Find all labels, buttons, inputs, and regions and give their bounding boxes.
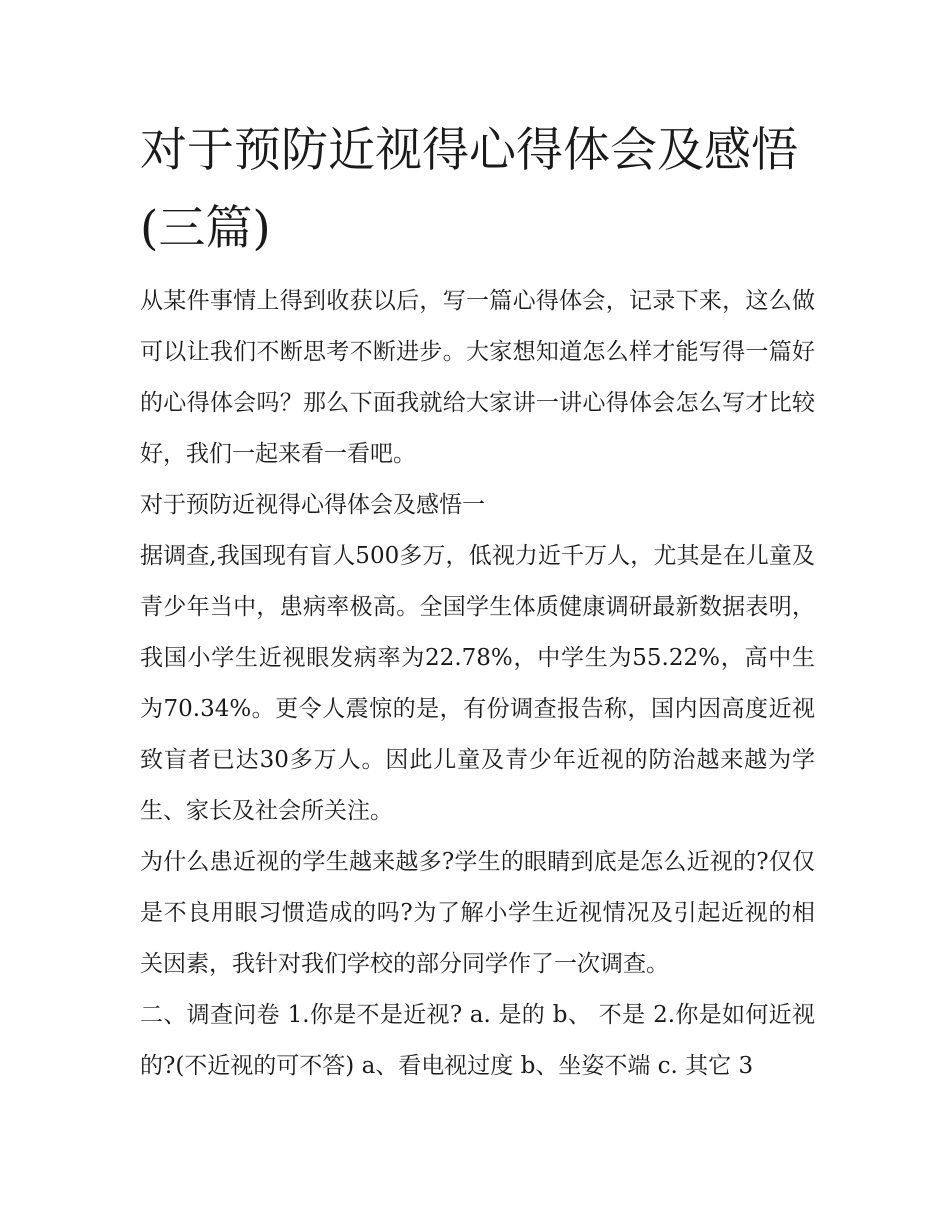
section-heading: 对于预防近视得心得体会及感悟一 [140,492,485,518]
document-title: 对于预防近视得心得体会及感悟(三篇) [140,123,798,256]
intro-paragraph: 从某件事情上得到收获以后，写一篇心得体会，记录下来，这么做可以让我们不断思考不断进步。大家想知道怎么样才能写得一篇好的心得体会吗？那么下面我就给大家讲一讲心得体会怎么写才比较好，我们一起来看一看吧。 [140,288,815,467]
questionnaire-paragraph: 二、调查问卷 1.你是不是近视? a. 是的 b、 不是 2.你是如何近视的?(不近视的可不答) a、看电视过度 b、坐姿不端 c. 其它 3 [140,1002,815,1079]
document-body [140,276,815,1092]
question-paragraph: 为什么患近视的学生越来越多?学生的眼睛到底是怎么近视的?仅仅是不良用眼习惯造成的吗?为了解小学生近视情况及引起近视的相关因素，我针对我们学校的部分同学作了一次调查。 [140,849,815,977]
survey-statistics-paragraph: 据调查,我国现有盲人500多万，低视力近千万人，尤其是在儿童及青少年当中，患病率极高。全国学生体质健康调研最新数据表明，我国小学生近视眼发病率为22.78%，中学生为55.22%，高中生为70.34%。更令人震惊的是，有份调查报告称，国内因高度近视致盲者已达30多万人。因此儿童及青少年近视的防治越来越为学生、家长及社会所关注。 [140,543,815,824]
